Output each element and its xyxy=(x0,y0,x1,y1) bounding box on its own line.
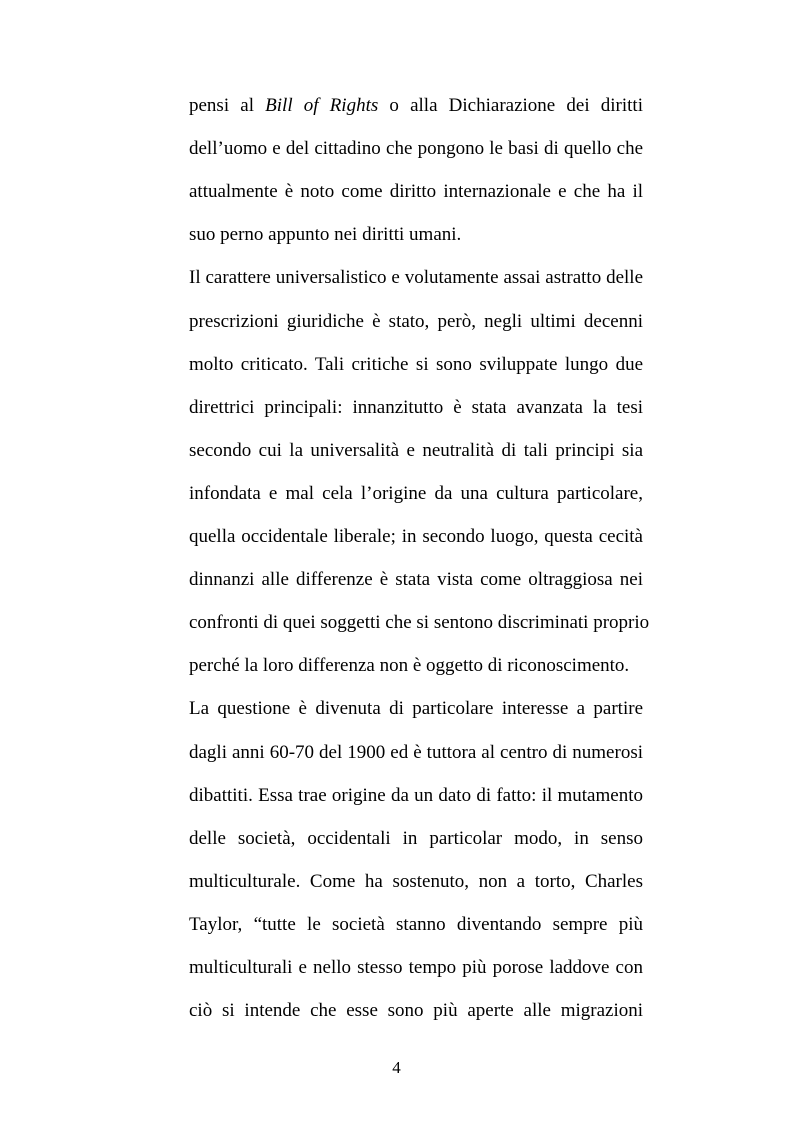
text-segment: La questione è divenuta di particolare interesse a partire xyxy=(189,698,643,720)
text-line xyxy=(189,213,643,256)
italic-title: Bill of Rights xyxy=(265,95,379,116)
text-segment: dibattiti. Essa trae origine da un dato di fatto: il mutamento xyxy=(189,784,643,806)
text-line xyxy=(189,644,643,687)
text-segment: delle società, occidentali in particolar modo, in senso xyxy=(189,827,643,849)
text-line xyxy=(189,515,643,558)
text-segment: multiculturali e nello stesso tempo più porose laddove con xyxy=(189,957,643,978)
text-line xyxy=(189,256,643,299)
text-segment: quella occidentale liberale; in secondo luogo, questa cecità xyxy=(189,526,643,547)
text-line xyxy=(189,170,643,213)
text-line xyxy=(189,774,643,817)
text-segment: dagli anni 60-70 del 1900 ed è tuttora al centro di numerosi xyxy=(189,741,643,763)
text-segment: prescrizioni giuridiche è stato, però, negli ultimi decenni xyxy=(189,310,643,332)
text-segment: o alla Dichiarazione dei diritti xyxy=(378,95,643,116)
text-line xyxy=(189,429,643,472)
text-segment: confronti di quei soggetti che si sentono discriminati proprio xyxy=(189,612,650,634)
text-segment: attualmente è noto come diritto internazionale e che ha il xyxy=(189,181,643,203)
text-line xyxy=(189,127,643,170)
text-segment: Taylor, “tutte le società stanno diventando sempre più xyxy=(189,913,643,935)
text-line xyxy=(189,731,643,774)
text-segment: suo perno appunto nei diritti umani. xyxy=(189,224,462,246)
text-line xyxy=(189,558,643,601)
text-segment: multiculturale. Come ha sostenuto, non a torto, Charles xyxy=(189,870,643,892)
text-segment: pensi al xyxy=(189,95,266,116)
text-line xyxy=(189,472,643,515)
text-line xyxy=(189,903,643,946)
text-segment: infondata e mal cela l’origine da una cultura particolare, xyxy=(189,482,643,504)
text-segment: dell’uomo e del cittadino che pongono le basi di quello che xyxy=(189,138,643,160)
text-line xyxy=(189,817,643,860)
text-segment: molto criticato. Tali critiche si sono sviluppate lungo due xyxy=(189,353,643,375)
text-segment: direttrici principali: innanzitutto è stata avanzata la tesi xyxy=(189,396,643,418)
text-line xyxy=(189,946,643,989)
text-line xyxy=(189,989,643,1032)
text-line xyxy=(189,860,643,903)
text-segment: perché la loro differenza non è oggetto di riconoscimento. xyxy=(189,655,630,677)
text-segment: Il carattere universalistico e volutamente assai astratto delle xyxy=(189,267,643,289)
text-segment: ciò si intende che esse sono più aperte alle migrazioni xyxy=(189,1000,643,1022)
text-line xyxy=(189,601,650,644)
text-line xyxy=(189,687,643,730)
text-segment: secondo cui la universalità e neutralità di tali principi sia xyxy=(189,439,643,461)
page-number: 4 xyxy=(392,1058,401,1077)
text-line xyxy=(189,343,643,386)
text-segment: dinnanzi alle differenze è stata vista come oltraggiosa nei xyxy=(189,569,643,591)
text-line xyxy=(189,386,643,429)
text-line xyxy=(189,84,643,127)
text-line xyxy=(189,300,643,343)
